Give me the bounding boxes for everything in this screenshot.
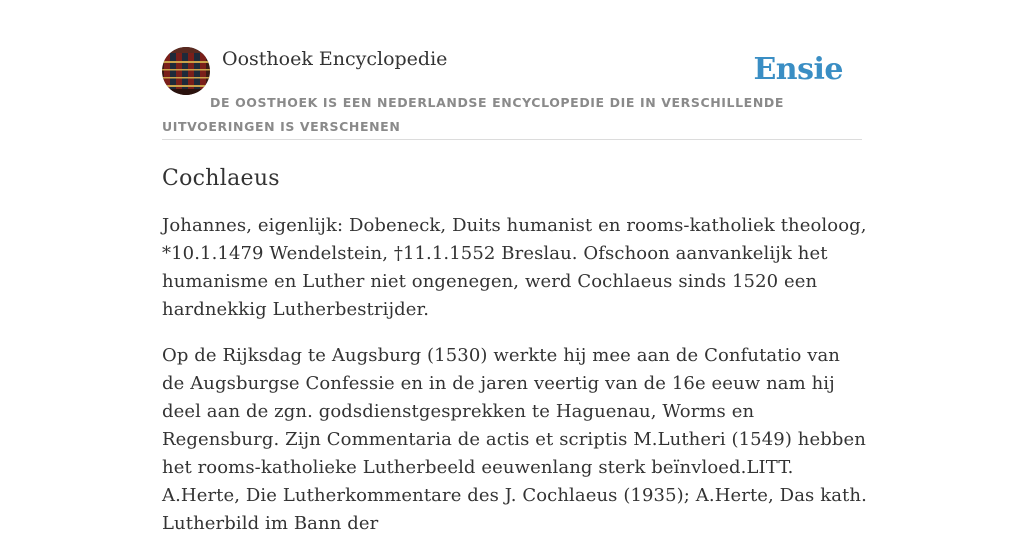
site-name-link[interactable]: Oosthoek Encyclopedie [222,48,448,70]
article-title: Cochlaeus [162,166,280,191]
site-header [162,46,862,140]
article [162,160,868,556]
brand-logo-link[interactable]: Ensie [753,52,843,87]
site-tagline: DE OOSTHOEK IS EEN NEDERLANDSE ENCYCLOPEDIE DIE IN VERSCHILLENDE UITVOERINGEN IS VERSCHENEN [162,95,784,134]
encyclopedia-books-icon[interactable] [162,47,210,95]
article-paragraph: Johannes, eigenlijk: Dobeneck, Duits humanist en rooms-katholiek theoloog, *10.1.1479 Wendelstein, †11.1.1552 Breslau. Ofschoon aanvankelijk het humanisme en Luther niet ongenegen, werd Cochlaeus sinds 1520 een hardnekkig Lutherbestrijder. [162,215,867,320]
article-paragraph: Op de Rijksdag te Augsburg (1530) werkte hij mee aan de Confutatio van de Augsburgse Confessie en in de jaren veertig van de 16e eeuw nam hij deel aan de zgn. godsdienstgesprekken te Haguenau, Worms en Regensburg. Zijn Commentaria de actis et scriptis M.Lutheri (1549) hebben het rooms-katholieke Lutherbeeld eeuwenlang sterk beïnvloed.LITT. A.Herte, Die Lutherkommentare des J. Cochlaeus (1935); A.Herte, Das kath. Lutherbild im Bann der [162,345,867,534]
